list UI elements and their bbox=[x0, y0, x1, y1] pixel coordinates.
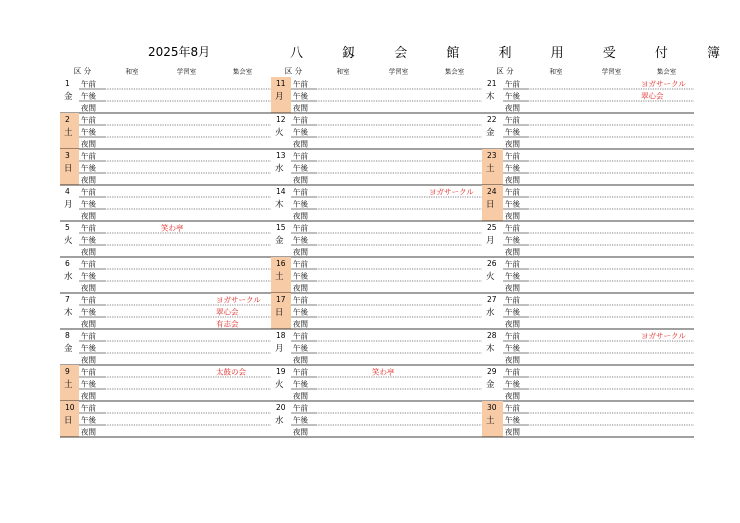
column-header-kubun: 区 分 bbox=[284, 66, 303, 76]
period-label: 夜間 bbox=[81, 427, 96, 437]
day-number: 5 bbox=[65, 223, 70, 232]
day-number: 25 bbox=[487, 223, 497, 232]
period-label: 夜間 bbox=[81, 283, 96, 293]
period-label: 午前 bbox=[81, 295, 96, 305]
period-label: 午前 bbox=[293, 79, 308, 89]
period-label: 午前 bbox=[81, 151, 96, 161]
period-label: 夜間 bbox=[505, 283, 520, 293]
period-label: 夜間 bbox=[505, 139, 520, 149]
day-number: 30 bbox=[487, 403, 497, 412]
weekday: 金 bbox=[486, 128, 495, 138]
booking-entry: 翠心会 bbox=[641, 91, 664, 101]
period-label: 午後 bbox=[81, 127, 96, 137]
weekday: 水 bbox=[275, 416, 284, 426]
period-label: 午後 bbox=[293, 343, 308, 353]
day-number: 1 bbox=[65, 79, 70, 88]
period-label: 夜間 bbox=[81, 319, 96, 329]
day-number: 15 bbox=[276, 223, 286, 232]
day-number: 14 bbox=[276, 187, 286, 196]
weekday: 水 bbox=[64, 272, 73, 282]
period-label: 午後 bbox=[81, 235, 96, 245]
weekday: 月 bbox=[64, 200, 73, 210]
period-label: 夜間 bbox=[293, 391, 308, 401]
period-label: 午後 bbox=[293, 271, 308, 281]
day-number: 6 bbox=[65, 259, 70, 268]
column-header-kubun: 区 分 bbox=[73, 66, 92, 76]
period-label: 夜間 bbox=[293, 319, 308, 329]
weekday: 火 bbox=[275, 128, 284, 138]
day-number: 8 bbox=[65, 331, 70, 340]
period-label: 午後 bbox=[293, 415, 308, 425]
period-label: 午後 bbox=[81, 307, 96, 317]
day-number: 17 bbox=[276, 295, 286, 304]
weekday: 月 bbox=[275, 92, 284, 102]
weekday: 日 bbox=[486, 200, 495, 210]
period-label: 午後 bbox=[505, 271, 520, 281]
weekday: 月 bbox=[486, 236, 495, 246]
period-label: 午後 bbox=[81, 199, 96, 209]
weekday: 金 bbox=[64, 92, 73, 102]
period-label: 夜間 bbox=[293, 355, 308, 365]
period-label: 夜間 bbox=[81, 211, 96, 221]
weekday: 月 bbox=[275, 344, 284, 354]
weekday: 土 bbox=[275, 272, 284, 282]
day-number: 11 bbox=[276, 79, 286, 88]
day-number: 26 bbox=[487, 259, 497, 268]
booking-entry: 有志会 bbox=[216, 319, 239, 329]
day-number: 4 bbox=[65, 187, 70, 196]
period-label: 午前 bbox=[81, 223, 96, 233]
period-label: 午後 bbox=[81, 163, 96, 173]
period-label: 午後 bbox=[505, 235, 520, 245]
period-label: 夜間 bbox=[293, 103, 308, 113]
day-number: 18 bbox=[276, 331, 286, 340]
period-label: 午前 bbox=[81, 403, 96, 413]
period-label: 午後 bbox=[293, 307, 308, 317]
period-label: 夜間 bbox=[505, 247, 520, 257]
booking-entry: 笑わ亭 bbox=[161, 223, 184, 233]
booking-entry: 太鼓の会 bbox=[216, 367, 246, 377]
period-label: 午後 bbox=[505, 127, 520, 137]
day-number: 10 bbox=[65, 403, 75, 412]
period-label: 午前 bbox=[505, 223, 520, 233]
period-label: 夜間 bbox=[505, 211, 520, 221]
day-number: 28 bbox=[487, 331, 497, 340]
column-header-room: 和室 bbox=[336, 67, 350, 76]
booking-entry: ヨガサークル bbox=[429, 187, 474, 197]
period-label: 夜間 bbox=[505, 427, 520, 437]
day-number: 21 bbox=[487, 79, 497, 88]
period-label: 夜間 bbox=[505, 319, 520, 329]
period-label: 午後 bbox=[505, 343, 520, 353]
weekday: 木 bbox=[486, 344, 495, 354]
day-number: 16 bbox=[276, 259, 286, 268]
period-label: 午後 bbox=[505, 91, 520, 101]
column-header-room: 和室 bbox=[125, 67, 139, 76]
booking-entry: 笑わ亭 bbox=[372, 367, 395, 377]
period-label: 午後 bbox=[293, 199, 308, 209]
period-label: 午前 bbox=[505, 259, 520, 269]
weekday: 火 bbox=[275, 380, 284, 390]
period-label: 午後 bbox=[505, 163, 520, 173]
period-label: 午後 bbox=[81, 379, 96, 389]
period-label: 午後 bbox=[505, 199, 520, 209]
period-label: 午後 bbox=[293, 235, 308, 245]
period-label: 夜間 bbox=[293, 211, 308, 221]
period-label: 午前 bbox=[505, 295, 520, 305]
period-label: 午前 bbox=[505, 115, 520, 125]
period-label: 夜間 bbox=[505, 355, 520, 365]
weekday: 土 bbox=[64, 128, 73, 138]
column-header-room: 集会室 bbox=[444, 67, 465, 76]
period-label: 夜間 bbox=[81, 247, 96, 257]
period-label: 夜間 bbox=[81, 175, 96, 185]
period-label: 午後 bbox=[505, 307, 520, 317]
day-number: 12 bbox=[276, 115, 286, 124]
day-number: 29 bbox=[487, 367, 497, 376]
period-label: 午前 bbox=[81, 259, 96, 269]
column-header-room: 学習室 bbox=[176, 67, 197, 76]
period-label: 午前 bbox=[293, 223, 308, 233]
day-number: 13 bbox=[276, 151, 286, 160]
period-label: 夜間 bbox=[505, 103, 520, 113]
period-label: 午前 bbox=[81, 367, 96, 377]
weekday: 水 bbox=[486, 308, 495, 318]
booking-entry: ヨガサークル bbox=[216, 295, 261, 305]
weekday: 日 bbox=[275, 308, 284, 318]
column-header-kubun: 区 分 bbox=[496, 66, 514, 76]
day-number: 20 bbox=[276, 403, 286, 412]
weekday: 火 bbox=[64, 236, 73, 246]
page-title: 八 釼 会 館 利 用 受 付 簿 bbox=[290, 46, 738, 61]
period-label: 夜間 bbox=[81, 103, 96, 113]
period-label: 午前 bbox=[505, 187, 520, 197]
period-label: 午後 bbox=[293, 91, 308, 101]
weekday: 金 bbox=[486, 380, 495, 390]
period-label: 夜間 bbox=[505, 175, 520, 185]
period-label: 夜間 bbox=[81, 391, 96, 401]
weekday: 日 bbox=[64, 416, 73, 426]
period-label: 午前 bbox=[293, 187, 308, 197]
period-label: 夜間 bbox=[81, 355, 96, 365]
period-label: 夜間 bbox=[81, 139, 96, 149]
weekday: 日 bbox=[64, 164, 73, 174]
weekday: 土 bbox=[486, 416, 495, 426]
weekday: 木 bbox=[486, 92, 495, 102]
period-label: 午後 bbox=[293, 163, 308, 173]
day-number: 2 bbox=[65, 115, 70, 124]
period-label: 午前 bbox=[505, 403, 520, 413]
weekday: 火 bbox=[486, 272, 495, 282]
month-label: 2025年8月 bbox=[148, 45, 211, 59]
period-label: 午前 bbox=[293, 259, 308, 269]
column-header-room: 学習室 bbox=[601, 67, 622, 76]
weekday: 木 bbox=[64, 308, 73, 318]
period-label: 夜間 bbox=[293, 175, 308, 185]
period-label: 午後 bbox=[293, 379, 308, 389]
weekday: 木 bbox=[275, 200, 284, 210]
period-label: 夜間 bbox=[293, 247, 308, 257]
day-number: 22 bbox=[487, 115, 497, 124]
booking-entry: ヨガサークル bbox=[641, 79, 686, 89]
weekday: 金 bbox=[64, 344, 73, 354]
period-label: 午前 bbox=[293, 367, 308, 377]
day-number: 23 bbox=[487, 151, 497, 160]
period-label: 夜間 bbox=[293, 283, 308, 293]
period-label: 午前 bbox=[505, 331, 520, 341]
period-label: 午前 bbox=[293, 403, 308, 413]
period-label: 午後 bbox=[505, 379, 520, 389]
day-number: 19 bbox=[276, 367, 286, 376]
period-label: 午後 bbox=[81, 91, 96, 101]
period-label: 午前 bbox=[81, 331, 96, 341]
period-label: 午後 bbox=[81, 415, 96, 425]
period-label: 午前 bbox=[293, 151, 308, 161]
period-label: 午前 bbox=[81, 115, 96, 125]
period-label: 午後 bbox=[505, 415, 520, 425]
weekday: 土 bbox=[486, 164, 495, 174]
period-label: 午後 bbox=[293, 127, 308, 137]
period-label: 午前 bbox=[293, 331, 308, 341]
weekday: 水 bbox=[275, 164, 284, 174]
period-label: 午前 bbox=[505, 151, 520, 161]
booking-entry: ヨガサークル bbox=[641, 331, 686, 341]
period-label: 午後 bbox=[81, 343, 96, 353]
period-label: 午前 bbox=[293, 115, 308, 125]
day-number: 3 bbox=[65, 151, 70, 160]
period-label: 夜間 bbox=[293, 427, 308, 437]
column-header-room: 集会室 bbox=[656, 67, 677, 76]
period-label: 午前 bbox=[293, 295, 308, 305]
booking-entry: 翠心会 bbox=[216, 307, 239, 317]
day-number: 9 bbox=[65, 367, 70, 376]
day-number: 24 bbox=[487, 187, 497, 196]
period-label: 夜間 bbox=[505, 391, 520, 401]
period-label: 午前 bbox=[505, 79, 520, 89]
weekday: 土 bbox=[64, 380, 73, 390]
day-number: 27 bbox=[487, 295, 497, 304]
day-number: 7 bbox=[65, 295, 70, 304]
period-label: 午前 bbox=[81, 79, 96, 89]
column-header-room: 和室 bbox=[549, 67, 563, 76]
column-header-room: 集会室 bbox=[232, 67, 253, 76]
period-label: 午後 bbox=[81, 271, 96, 281]
weekday: 金 bbox=[275, 236, 284, 246]
period-label: 午前 bbox=[81, 187, 96, 197]
period-label: 午前 bbox=[505, 367, 520, 377]
period-label: 夜間 bbox=[293, 139, 308, 149]
column-header-room: 学習室 bbox=[388, 67, 409, 76]
